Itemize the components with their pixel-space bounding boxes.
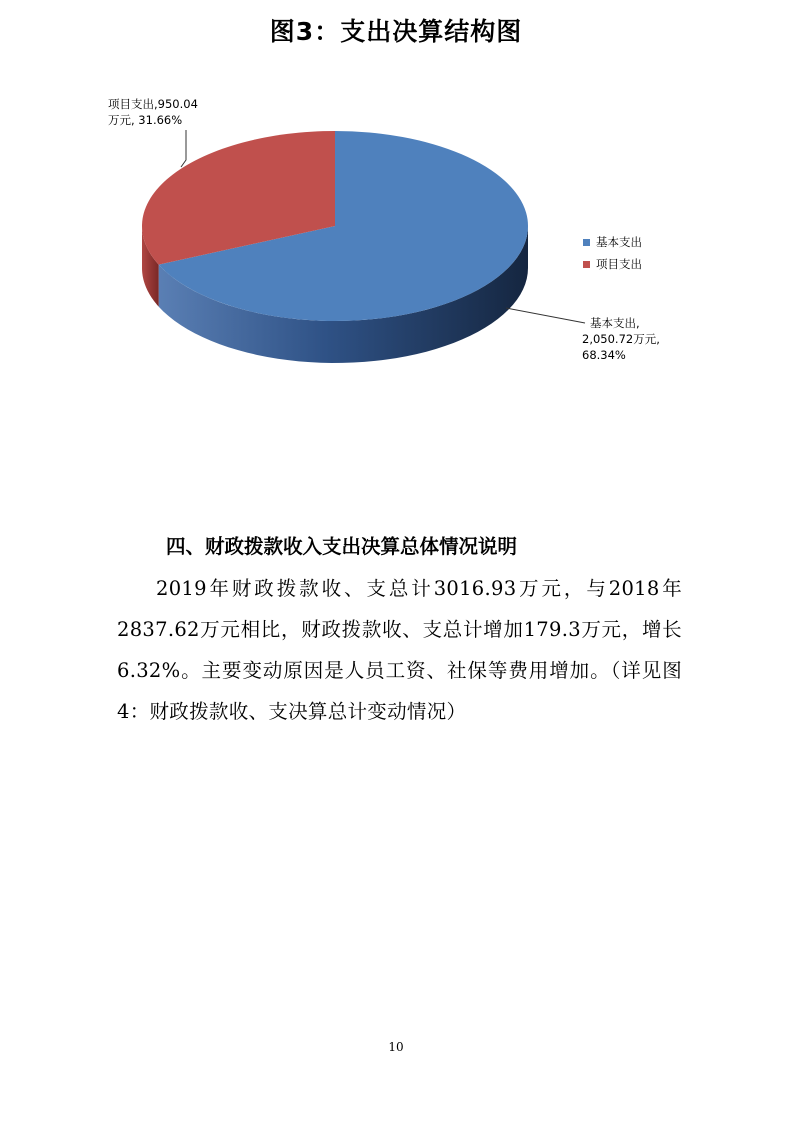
pie-chart xyxy=(0,0,792,470)
legend-label-project: 项目支出 xyxy=(596,257,642,271)
page-number: 10 xyxy=(388,1040,404,1054)
legend-item-project xyxy=(583,253,642,275)
leader-line-0 xyxy=(506,308,585,323)
legend-swatch-project xyxy=(583,261,590,268)
legend-item-basic xyxy=(583,231,642,253)
data-label-0-2: 68.34% xyxy=(582,348,626,362)
data-label-1-1: 万元, 31.66% xyxy=(108,113,183,127)
legend-label-basic: 基本支出 xyxy=(596,235,642,249)
section-heading: 四、财政拨款收入支出决算总体情况说明 xyxy=(166,535,518,558)
data-label-0-1: 2,050.72万元, xyxy=(582,332,660,346)
leader-line-1 xyxy=(181,130,186,167)
data-label-1-0: 项目支出,950.04 xyxy=(108,97,198,111)
chart-legend xyxy=(583,231,642,275)
legend-swatch-basic xyxy=(583,239,590,246)
data-label-0-0: 基本支出, xyxy=(590,316,640,330)
chart-title: 图3：支出决算结构图 xyxy=(269,17,523,46)
section-paragraph: 2019年财政拨款收、支总计3016.93万元，与2018年2837.62万元相比，财政拨款收、支总计增加179.3万元，增长6.32%。主要变动原因是人员工资、社保等费用增加。（详见图4：财政拨款收、支决算总计变动情况） xyxy=(117,577,682,723)
